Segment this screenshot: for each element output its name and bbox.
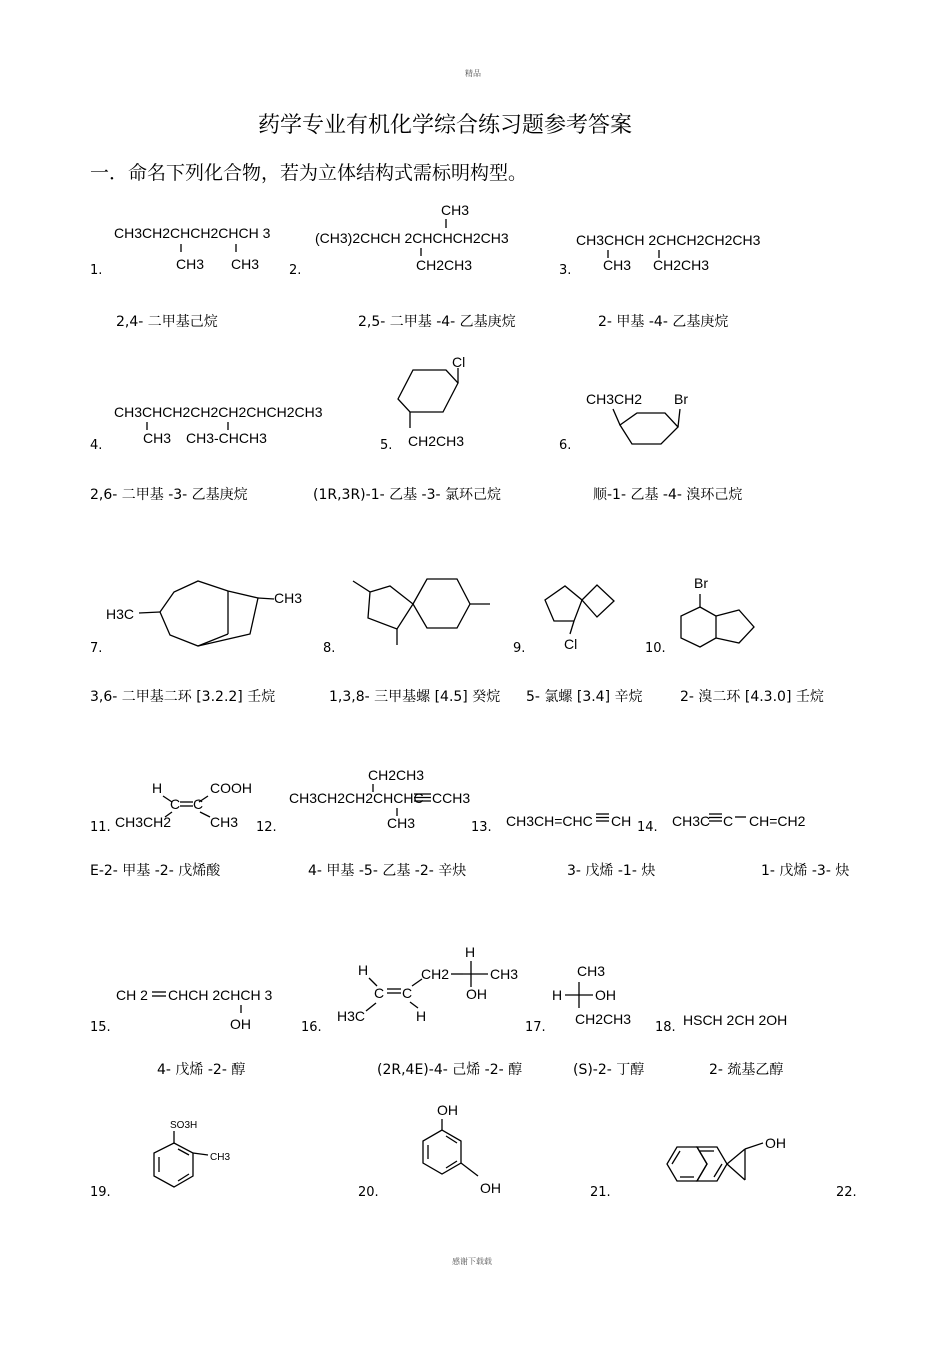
structure-8 — [353, 579, 490, 645]
structure-14 — [672, 813, 806, 829]
structure-3 — [576, 232, 761, 273]
svg-text:CH3: CH3 — [274, 590, 303, 606]
item-number: 5. — [380, 438, 393, 453]
svg-text:OH: OH — [480, 1180, 501, 1196]
svg-text:OH: OH — [765, 1135, 786, 1151]
structure-4 — [114, 404, 323, 446]
svg-text:C: C — [193, 796, 204, 812]
svg-text:SO3H: SO3H — [170, 1120, 198, 1131]
structure-19 — [154, 1120, 230, 1187]
svg-text:CH3: CH3 — [441, 202, 470, 218]
answer-text: E-2- 甲基 -2- 戊烯酸 — [90, 863, 221, 879]
item-number: 1. — [90, 263, 103, 278]
item-number: 12. — [256, 820, 277, 835]
svg-text:Cl: Cl — [564, 636, 578, 652]
svg-text:CH3CH2CH2CHCHC: CH3CH2CH2CHCHC — [289, 790, 424, 806]
svg-text:CH: CH — [611, 813, 632, 829]
structure-7 — [106, 581, 302, 646]
svg-text:HSCH 2CH 2OH: HSCH 2CH 2OH — [683, 1012, 788, 1028]
structure-5 — [398, 354, 465, 449]
item-number: 7. — [90, 641, 103, 656]
answer-text: (1R,3R)-1- 乙基 -3- 氯环己烷 — [313, 487, 502, 503]
svg-text:C: C — [402, 985, 413, 1001]
structure-12 — [289, 767, 470, 831]
svg-text:CH3: CH3 — [176, 256, 205, 272]
item-number: 10. — [645, 641, 666, 656]
svg-text:CH3: CH3 — [577, 963, 606, 979]
answer-text: (2R,4E)-4- 己烯 -2- 醇 — [377, 1062, 523, 1078]
svg-text:(CH3)2CHCH 2CHCHCH2CH3: (CH3)2CHCH 2CHCHCH2CH3 — [315, 230, 509, 246]
svg-text:Br: Br — [694, 575, 708, 591]
svg-text:OH: OH — [230, 1016, 251, 1032]
svg-text:COOH: COOH — [210, 780, 252, 796]
item-number: 16. — [301, 1020, 322, 1035]
answer-text: 1,3,8- 三甲基螺 [4.5] 癸烷 — [329, 689, 501, 705]
structure-1 — [114, 225, 271, 272]
structure-6 — [586, 391, 688, 444]
answer-text: 1- 戊烯 -3- 炔 — [761, 863, 850, 879]
svg-text:CH3: CH3 — [490, 966, 519, 982]
structure-15 — [116, 987, 272, 1032]
svg-text:CH=CH2: CH=CH2 — [749, 813, 806, 829]
item-number: 20. — [358, 1185, 379, 1200]
item-number: 3. — [559, 263, 572, 278]
page-footer: 感谢下载载 — [452, 1257, 492, 1266]
answer-text: 5- 氯螺 [3.4] 辛烷 — [526, 689, 643, 705]
svg-text:Br: Br — [674, 391, 688, 407]
structure-2 — [315, 202, 509, 273]
svg-text:C: C — [723, 813, 734, 829]
svg-text:CH3CHCH2CH2CH2CHCH2CH3: CH3CHCH2CH2CH2CHCH2CH3 — [114, 404, 323, 420]
answer-text: 3- 戊烯 -1- 炔 — [567, 863, 656, 879]
structure-21 — [667, 1135, 786, 1181]
svg-text:CH3CH2: CH3CH2 — [115, 814, 172, 830]
answer-text: 4- 戊烯 -2- 醇 — [157, 1062, 246, 1078]
item-number: 13. — [471, 820, 492, 835]
item-number: 2. — [289, 263, 302, 278]
svg-text:OH: OH — [437, 1102, 458, 1118]
item-number: 21. — [590, 1185, 611, 1200]
svg-text:H: H — [416, 1008, 427, 1024]
svg-text:CCH3: CCH3 — [432, 790, 471, 806]
svg-text:CH3C: CH3C — [672, 813, 711, 829]
item-number: 8. — [323, 641, 336, 656]
answer-text: 2- 甲基 -4- 乙基庚烷 — [598, 314, 729, 330]
svg-text:H: H — [358, 962, 369, 978]
svg-text:CH3: CH3 — [210, 1152, 231, 1163]
svg-text:CH3: CH3 — [387, 815, 416, 831]
item-number: 19. — [90, 1185, 111, 1200]
svg-text:CH3CHCH 2CHCH2CH2CH3: CH3CHCH 2CHCH2CH2CH3 — [576, 232, 761, 248]
structure-11 — [115, 780, 252, 830]
svg-text:CH2CH3: CH2CH3 — [408, 433, 465, 449]
item-number: 18. — [655, 1020, 676, 1035]
svg-text:CH2CH3: CH2CH3 — [653, 257, 710, 273]
answer-text: 2,4- 二甲基己烷 — [116, 314, 218, 330]
answer-text: 2,6- 二甲基 -3- 乙基庚烷 — [90, 487, 248, 503]
svg-text:CH2CH3: CH2CH3 — [416, 257, 473, 273]
item-number: 11. — [90, 820, 111, 835]
svg-text:CHCH 2CHCH 3: CHCH 2CHCH 3 — [168, 987, 273, 1003]
svg-text:Cl: Cl — [452, 354, 466, 370]
svg-text:OH: OH — [595, 987, 616, 1003]
answer-text: 3,6- 二甲基二环 [3.2.2] 壬烷 — [90, 689, 276, 705]
svg-text:CH3: CH3 — [231, 256, 260, 272]
structure-20 — [423, 1102, 501, 1196]
structure-9 — [545, 585, 614, 652]
svg-text:H: H — [552, 987, 563, 1003]
svg-text:CH 2: CH 2 — [116, 987, 148, 1003]
answer-text: 2- 溴二环 [4.3.0] 壬烷 — [680, 689, 824, 705]
svg-text:C: C — [374, 985, 385, 1001]
structure-10 — [681, 575, 754, 647]
svg-text:H: H — [152, 780, 163, 796]
item-number: 6. — [559, 438, 572, 453]
answer-text: 2- 巯基乙醇 — [709, 1062, 784, 1078]
item-number: 22. — [836, 1185, 857, 1200]
answer-text: 2,5- 二甲基 -4- 乙基庚烷 — [358, 314, 516, 330]
svg-text:OH: OH — [466, 986, 487, 1002]
item-number: 9. — [513, 641, 526, 656]
structure-16 — [337, 944, 518, 1024]
svg-text:CH3CH=CHC: CH3CH=CHC — [506, 813, 593, 829]
item-number: 14. — [637, 820, 658, 835]
svg-text:CH3-CHCH3: CH3-CHCH3 — [186, 430, 267, 446]
answer-text: 顺-1- 乙基 -4- 溴环己烷 — [593, 487, 743, 503]
svg-text:CH2CH3: CH2CH3 — [575, 1011, 632, 1027]
svg-text:CH3: CH3 — [143, 430, 172, 446]
section-heading: 一．命名下列化合物，若为立体结构式需标明构型。 — [90, 162, 528, 184]
svg-text:CH2CH3: CH2CH3 — [368, 767, 425, 783]
answer-text: 4- 甲基 -5- 乙基 -2- 辛炔 — [308, 863, 467, 879]
structure-18 — [683, 1012, 787, 1028]
svg-text:CH3: CH3 — [210, 814, 239, 830]
item-number: 17. — [525, 1020, 546, 1035]
svg-text:CH3CH2CHCH2CHCH 3: CH3CH2CHCH2CHCH 3 — [114, 225, 271, 241]
structure-13 — [506, 813, 631, 829]
svg-text:C: C — [170, 796, 181, 812]
answer-text: (S)-2- 丁醇 — [573, 1062, 645, 1078]
svg-text:H3C: H3C — [106, 606, 135, 622]
item-number: 15. — [90, 1020, 111, 1035]
svg-text:CH2: CH2 — [421, 966, 450, 982]
page-title: 药学专业有机化学综合练习题参考答案 — [258, 113, 633, 138]
svg-text:H: H — [465, 944, 476, 960]
svg-text:H3C: H3C — [337, 1008, 366, 1024]
svg-text:CH3CH2: CH3CH2 — [586, 391, 643, 407]
svg-text:CH3: CH3 — [603, 257, 632, 273]
page-header: 精品 — [465, 69, 481, 78]
structure-17 — [552, 963, 631, 1027]
item-number: 4. — [90, 438, 103, 453]
